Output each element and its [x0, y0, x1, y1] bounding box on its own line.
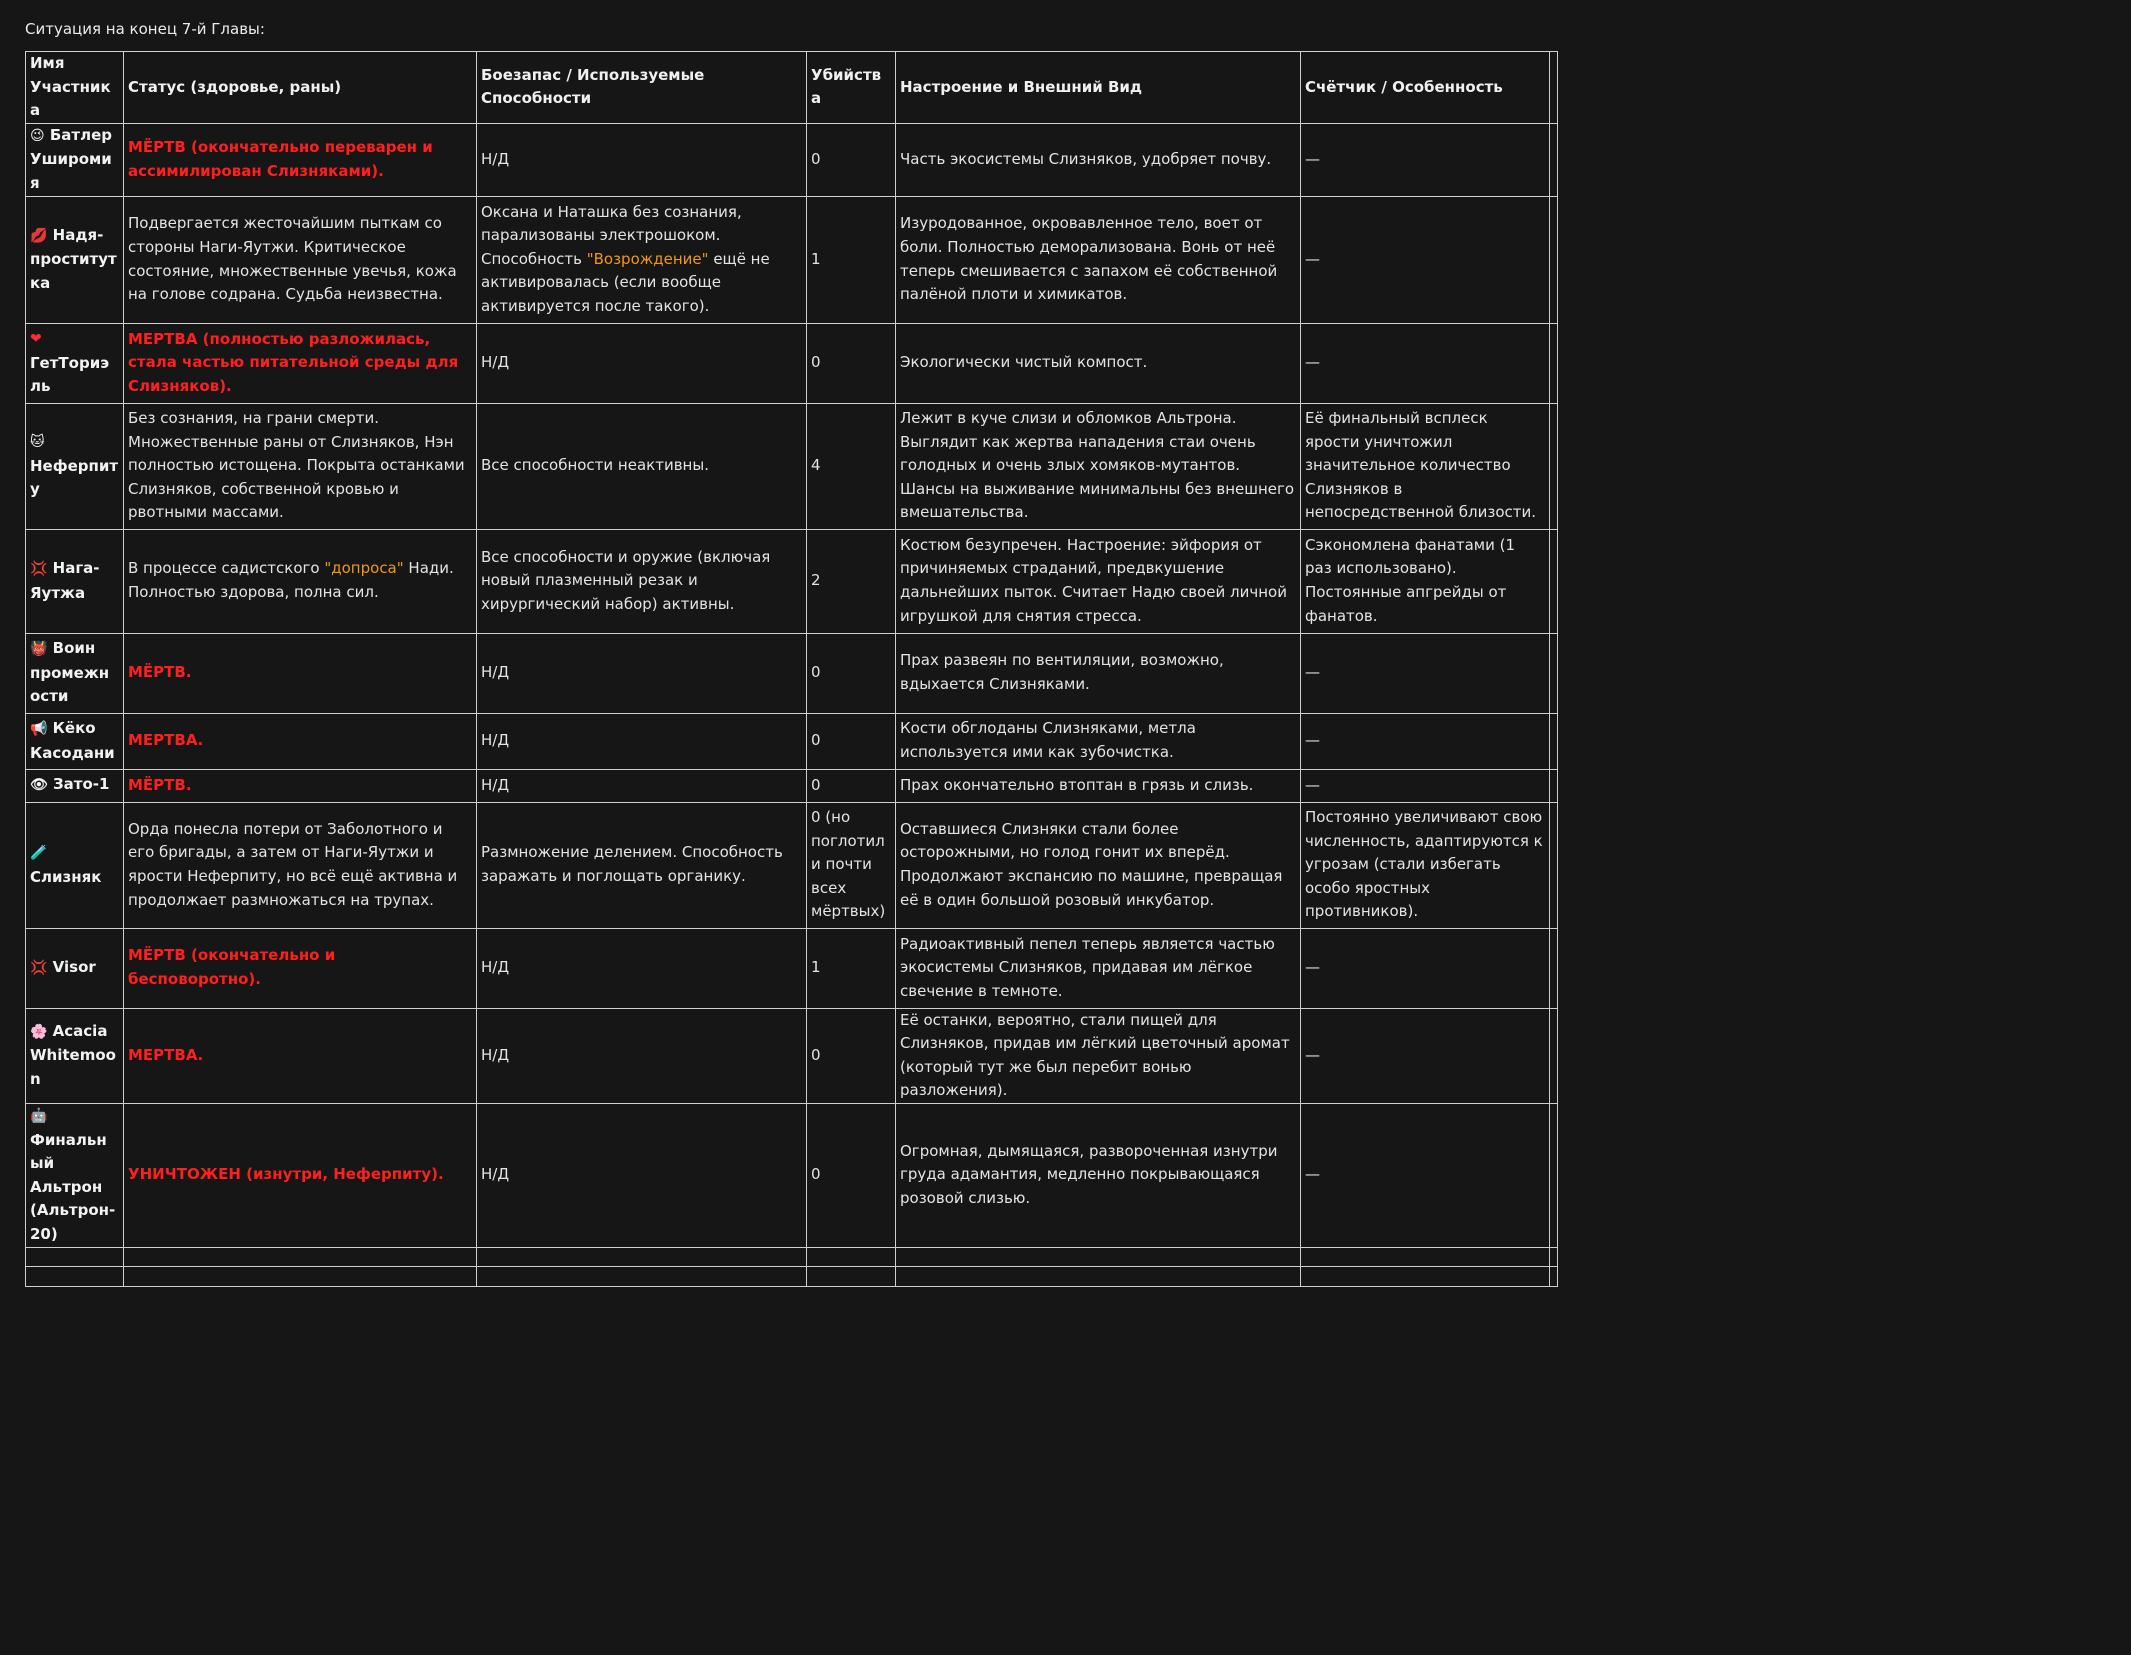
participant-name: Финальный Альтрон (Альтрон-20) [30, 1130, 116, 1243]
winking-face-icon: 😉 [30, 127, 45, 144]
counter-cell: — [1301, 928, 1550, 1008]
status-table [25, 51, 1558, 1287]
kills-cell: 0 [807, 769, 896, 802]
extra-cell [1550, 769, 1558, 802]
ability-highlight: "Возрождение" [586, 249, 709, 268]
participant-name: Кёко Касодани [30, 718, 115, 762]
status-cell [124, 713, 477, 769]
kills-cell: 0 [807, 713, 896, 769]
participant-name-cell [26, 928, 124, 1008]
table-row [26, 928, 1558, 1008]
heart-icon: ❤ [30, 331, 42, 348]
counter-cell: — [1301, 633, 1550, 713]
kills-cell: 0 [807, 123, 896, 196]
mood-cell: Прах окончательно втоптан в грязь и слизь. [896, 769, 1301, 802]
participant-name: Acacia Whitemoon [30, 1021, 116, 1089]
counter-cell: Её финальный всплеск ярости уничтожил значительное количество Слизняков в непосредственной близости. [1301, 403, 1550, 529]
participant-name: Воин промежности [30, 639, 110, 706]
status-cell [124, 1103, 477, 1247]
mood-cell: Кости обглоданы Слизняками, метла используется ими как зубочистка. [896, 713, 1301, 769]
kills-cell: 0 [807, 1103, 896, 1247]
status-text: МЕРТВА (полностью разложилась, стала частью питательной среды для Слизняков). [128, 329, 459, 395]
extra-cell [1550, 713, 1558, 769]
mood-cell: Изуродованное, окровавленное тело, воет от боли. Полностью деморализована. Вонь от неё теперь смешивается с запахом её собственной палёной плоти и химикатов. [896, 196, 1301, 323]
empty-cell [896, 1266, 1301, 1286]
counter-cell: — [1301, 196, 1550, 323]
status-text: МЁРТВ. [128, 775, 192, 794]
kills-cell: 0 [807, 323, 896, 403]
participant-name-cell [26, 323, 124, 403]
mood-cell: Часть экосистемы Слизняков, удобряет почву. [896, 123, 1301, 196]
participant-name-cell [26, 1103, 124, 1247]
participant-name-cell [26, 196, 124, 323]
extra-cell [1550, 1008, 1558, 1103]
extra-cell [1550, 403, 1558, 529]
counter-cell: — [1301, 1103, 1550, 1247]
participant-name-cell [26, 802, 124, 928]
anger-symbol-icon: 💢 [30, 560, 48, 577]
kills-cell: 2 [807, 529, 896, 633]
status-cell: Орда понесла потери от Заболотного и его бригады, а затем от Наги-Яутжи и ярости Неферпиту, но всё ещё активна и продолжает размножаться на трупах. [124, 802, 477, 928]
table-row [26, 403, 1558, 529]
participant-name: Нага-Яутжа [30, 558, 100, 602]
status-cell [124, 1008, 477, 1103]
empty-cell [807, 1266, 896, 1286]
participant-name: ГетТориэль [30, 353, 110, 396]
status-cell [124, 123, 477, 196]
empty-cell [26, 1247, 124, 1266]
counter-cell: — [1301, 1008, 1550, 1103]
ammo-text: ещё не активировалась (если вообще активируется после такого). [481, 249, 770, 315]
status-text: Нади. Полностью здорова, полна сил. [128, 559, 454, 602]
eye-icon: 👁 [30, 777, 48, 794]
status-cell [124, 529, 477, 633]
table-header-row [26, 52, 1558, 124]
table-row [26, 323, 1558, 403]
cherry-blossom-icon: 🌸 [30, 1023, 48, 1040]
status-cell [124, 633, 477, 713]
kills-cell: 0 (но поглотил и почти всех мёртвых) [807, 802, 896, 928]
anger-symbol-icon: 💢 [30, 959, 48, 976]
header-kills: Убийства [807, 52, 896, 124]
participant-name: Зато-1 [53, 775, 110, 794]
mood-cell: Огромная, дымящаяся, развороченная изнутри груда адамантия, медленно покрывающаяся розовой слизью. [896, 1103, 1301, 1247]
status-text: МЕРТВА. [128, 731, 204, 750]
table-row [26, 802, 1558, 928]
extra-cell [1550, 802, 1558, 928]
ammo-cell: Все способности и оружие (включая новый плазменный резак и хирургический набор) активны. [477, 529, 807, 633]
header-name: Имя Участника [26, 52, 124, 124]
participant-name-cell [26, 633, 124, 713]
kills-cell: 4 [807, 403, 896, 529]
empty-cell [477, 1266, 807, 1286]
ammo-text: Оксана и Наташка без сознания, парализованы электрошоком. Способность [481, 202, 742, 268]
participant-name: Надя-проститутка [30, 225, 117, 292]
table-row [26, 769, 1558, 802]
extra-cell [1550, 529, 1558, 633]
table-row [26, 123, 1558, 196]
cat-face-icon: 🐱 [30, 434, 45, 451]
mood-cell: Прах развеян по вентиляции, возможно, вдыхается Слизняками. [896, 633, 1301, 713]
ammo-cell: Н/Д [477, 928, 807, 1008]
empty-cell [26, 1266, 124, 1286]
table-row [26, 1008, 1558, 1103]
header-ammo: Боезапас / Используемые Способности [477, 52, 807, 124]
table-row [26, 633, 1558, 713]
intro-text: Ситуация на конец 7-й Главы: [25, 20, 265, 38]
mood-cell: Экологически чистый компост. [896, 323, 1301, 403]
counter-cell: — [1301, 323, 1550, 403]
status-cell [124, 769, 477, 802]
empty-cell [1550, 1266, 1558, 1286]
participant-name-cell [26, 403, 124, 529]
empty-cell [896, 1247, 1301, 1266]
header-counter: Счётчик / Особенность [1301, 52, 1550, 124]
kills-cell: 0 [807, 1008, 896, 1103]
extra-cell [1550, 928, 1558, 1008]
header-mood: Настроение и Внешний Вид [896, 52, 1301, 124]
status-highlight: "допроса" [324, 559, 404, 578]
counter-cell: — [1301, 713, 1550, 769]
empty-cell [1301, 1266, 1550, 1286]
empty-row [26, 1247, 1558, 1266]
ammo-cell: Н/Д [477, 1008, 807, 1103]
header-extra [1550, 52, 1558, 124]
participant-name-cell [26, 1008, 124, 1103]
participant-name-cell [26, 713, 124, 769]
counter-cell: — [1301, 769, 1550, 802]
participant-name-cell [26, 769, 124, 802]
ammo-cell: Н/Д [477, 1103, 807, 1247]
header-status: Статус (здоровье, раны) [124, 52, 477, 124]
kills-cell: 1 [807, 196, 896, 323]
empty-cell [1550, 1247, 1558, 1266]
extra-cell [1550, 323, 1558, 403]
lips-icon: 💋 [30, 227, 48, 244]
table-row [26, 1103, 1558, 1247]
table-row [26, 713, 1558, 769]
status-cell: Подвергается жесточайшим пыткам со стороны Наги-Яутжи. Критическое состояние, множественные увечья, кожа на голове содрана. Судьба неизвестна. [124, 196, 477, 323]
participant-name-cell [26, 123, 124, 196]
ammo-cell: Н/Д [477, 323, 807, 403]
megaphone-icon: 📢 [30, 720, 48, 737]
counter-cell: Сэкономлена фанатами (1 раз использовано). Постоянные апгрейды от фанатов. [1301, 529, 1550, 633]
participant-name: Неферпиту [30, 456, 119, 499]
empty-row [26, 1266, 1558, 1286]
empty-cell [124, 1247, 477, 1266]
ogre-face-icon: 👹 [30, 641, 48, 658]
status-cell [124, 928, 477, 1008]
ammo-cell: Н/Д [477, 633, 807, 713]
ammo-cell: Н/Д [477, 769, 807, 802]
table-row [26, 196, 1558, 323]
status-table-container [25, 51, 1557, 1243]
status-text: В процессе садистского [128, 559, 325, 578]
empty-cell [477, 1247, 807, 1266]
kills-cell: 1 [807, 928, 896, 1008]
participant-name: Слизняк [30, 867, 102, 886]
counter-cell: Постоянно увеличивают свою численность, адаптируются к угрозам (стали избегать особо яростных противников). [1301, 802, 1550, 928]
vial-icon: 🧪 [30, 844, 48, 861]
robot-face-icon: 🤖 [30, 1107, 48, 1124]
mood-cell: Радиоактивный пепел теперь является частью экосистемы Слизняков, придавая им лёгкое свечение в темноте. [896, 928, 1301, 1008]
ammo-cell: Размножение делением. Способность заражать и поглощать органику. [477, 802, 807, 928]
table-row [26, 529, 1558, 633]
ammo-cell [477, 196, 807, 323]
participant-name-cell [26, 529, 124, 633]
status-text: МЁРТВ (окончательно переварен и ассимилирован Слизняками). [128, 138, 433, 180]
extra-cell [1550, 123, 1558, 196]
status-text: МЁРТВ (окончательно и бесповоротно). [128, 946, 336, 989]
status-text: УНИЧТОЖЕН (изнутри, Неферпиту). [128, 1165, 444, 1184]
extra-cell [1550, 196, 1558, 323]
extra-cell [1550, 633, 1558, 713]
mood-cell: Костюм безупречен. Настроение: эйфория от причиняемых страданий, предвкушение дальнейших пыток. Считает Надю своей личной игрушкой для снятия стресса. [896, 529, 1301, 633]
counter-cell: — [1301, 123, 1550, 196]
status-cell [124, 323, 477, 403]
status-text: МЕРТВА. [128, 1045, 204, 1064]
mood-cell: Оставшиеся Слизняки стали более осторожными, но голод гонит их вперёд. Продолжают экспансию по машине, превращая её в один большой розовый инкубатор. [896, 802, 1301, 928]
empty-cell [807, 1247, 896, 1266]
empty-cell [1301, 1247, 1550, 1266]
ammo-cell: Н/Д [477, 713, 807, 769]
ammo-cell: Все способности неактивны. [477, 403, 807, 529]
empty-cell [124, 1266, 477, 1286]
status-cell: Без сознания, на грани смерти. Множественные раны от Слизняков, Нэн полностью истощена. Покрыта останками Слизняков, собственной кровью и рвотными массами. [124, 403, 477, 529]
status-text: МЁРТВ. [128, 663, 192, 682]
ammo-cell: Н/Д [477, 123, 807, 196]
mood-cell: Лежит в куче слизи и обломков Альтрона. Выглядит как жертва нападения стаи очень голодных и очень злых хомяков-мутантов. Шансы на выживание минимальны без внешнего вмешательства. [896, 403, 1301, 529]
extra-cell [1550, 1103, 1558, 1247]
participant-name: Visor [52, 957, 96, 976]
mood-cell: Её останки, вероятно, стали пищей для Слизняков, придав им лёгкий цветочный аромат (который тут же был перебит вонью разложения). [896, 1008, 1301, 1103]
participant-name: Батлер Уширомия [30, 125, 112, 192]
kills-cell: 0 [807, 633, 896, 713]
